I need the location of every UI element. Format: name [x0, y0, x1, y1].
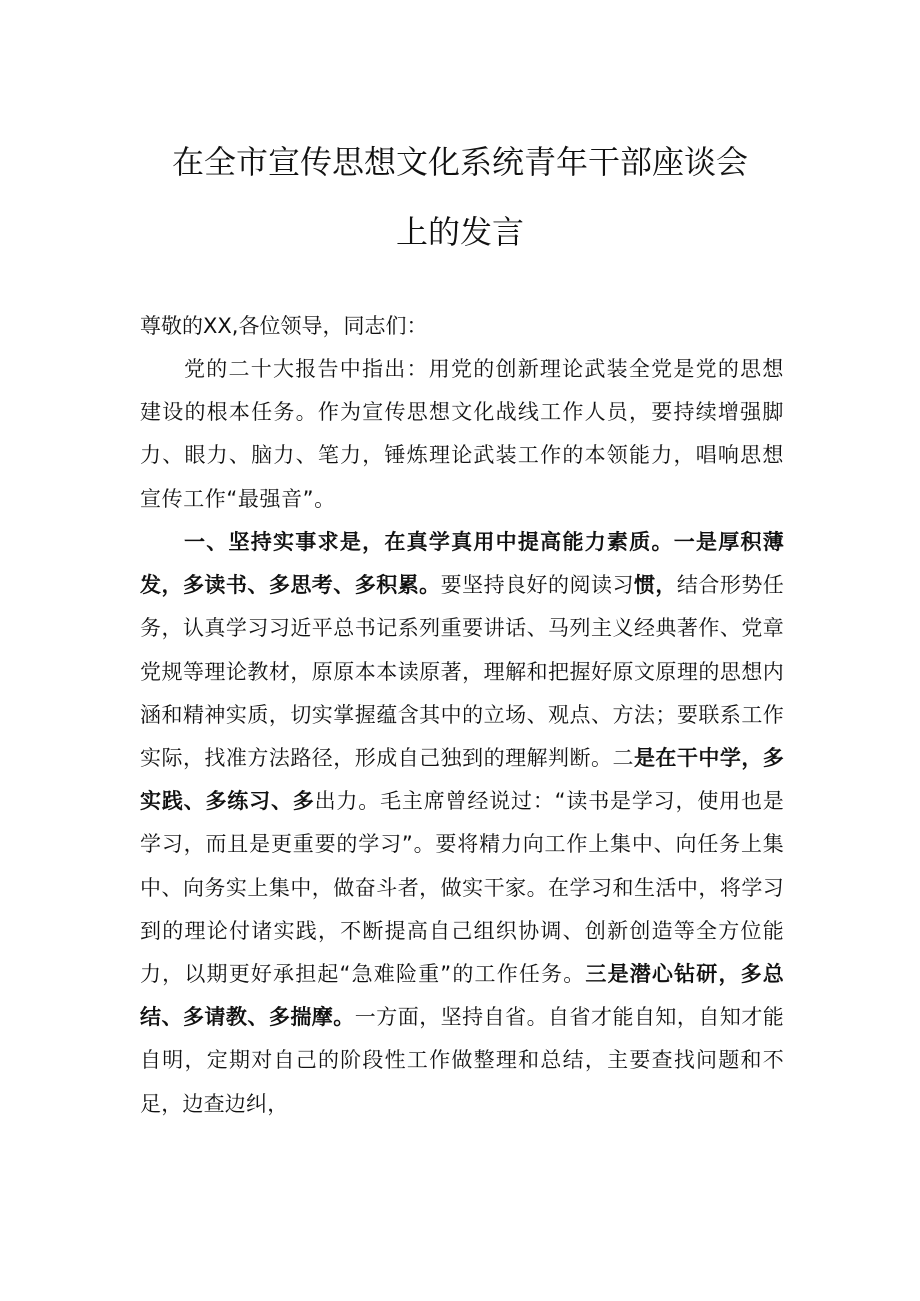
point-one-text-bold: 惯， [633, 573, 677, 598]
point-two-text-a: 二 [612, 746, 634, 771]
paragraph-intro: 党的二十大报告中指出：用党的创新理论武装全党是党的思想建设的根本任务。作为宣传思想文化战线工作人员，要持续增强脚力、眼力、脑力、笔力，锤炼理论武装工作的本领能力，唱响思想宣传工作“最强音”。 [140, 357, 784, 511]
section-one-heading: 一、坚持实事求是，在真学真用中提高能力素质。 [184, 530, 674, 554]
point-three-heading: 三是潜心钻研，多总结、多请教、多揣摩。 [140, 962, 784, 1030]
document-title-line-1: 在全市宣传思想文化系统青年干部座谈会 [171, 143, 748, 181]
point-one-text-a: 要坚持良好的阅读习 [440, 573, 634, 598]
salutation: 尊敬的XX,各位领导，同志们： [140, 314, 428, 338]
point-three-text: 一方面，坚持自省。自省才能自知，自知才能自明，定期对自己的阶段性工作做整理和总结，主要查找问题和不足，边查边纠， [140, 1005, 785, 1116]
document-title-line-2: 上的发言 [395, 213, 524, 251]
point-two-heading: 是在干中学，多实践、多练习、多 [140, 746, 785, 814]
paragraph-section-one [140, 521, 784, 1126]
point-two-text-b: 出力。毛主席曾经说过：“读书是学习，使用也是学习，而且是更重要的学习”。要将精力向工作上集中、向任务上集中、向务实上集中，做奋斗者，做实干家。在学习和生活中，将学习到的理论付诸实践，不断提高自己组织协调、创新创造等全方位能力，以期更好承担起“急难险重”的工作任务。 [140, 789, 785, 987]
point-one-text-b: 结合形势任务，认真学习习近平总书记系列重要讲话、马列主义经典著作、党章党规等理论教材，原原本本读原著，理解和把握好原文原理的思想内涵和精神实质，切实掌握蕴含其中的立场、观点、方法；要联系工作实际，找准方法路径，形成自己独到的理解判断。 [140, 573, 784, 771]
point-one-heading: 一是厚积薄发，多读书、多思考、多积累。 [140, 530, 784, 598]
